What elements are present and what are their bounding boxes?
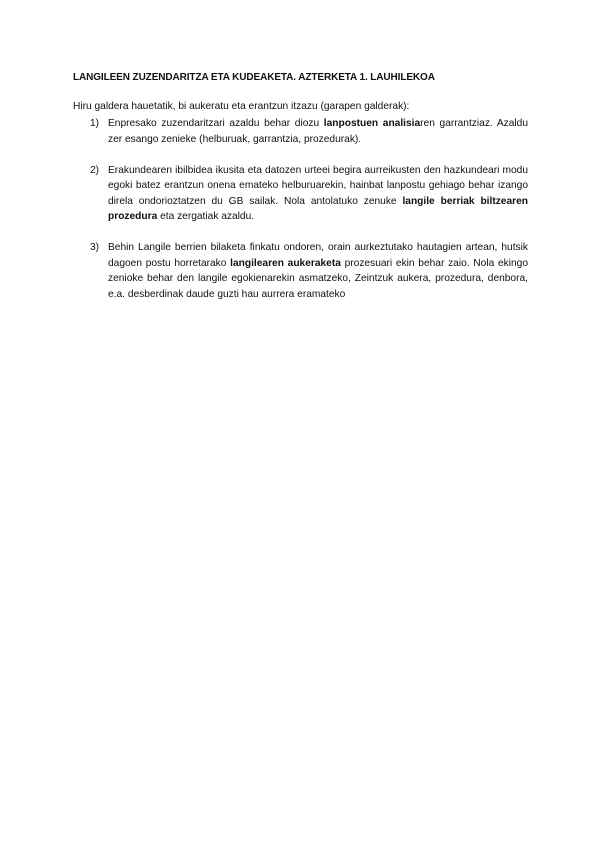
question-text bbox=[108, 242, 528, 300]
question-text-part: Enpresako zuzendaritzari azaldu behar diozu bbox=[108, 118, 324, 129]
question-list bbox=[73, 116, 528, 302]
question-text bbox=[108, 118, 528, 145]
question-text-part: ren garrantziaz. Azaldu zer esango zenieke (helburuak, garrantzia, prozedurak). bbox=[108, 118, 528, 145]
instructions-text: Hiru galdera hauetatik, bi aukeratu eta erantzun itzazu (garapen galderak): bbox=[73, 101, 410, 112]
question-keyword: lanpostuen analisia bbox=[323, 118, 421, 129]
question-number: 1) bbox=[90, 118, 100, 129]
document-title: LANGILEEN ZUZENDARITZA ETA KUDEAKETA. AZTERKETA 1. LAUHILEKOA bbox=[73, 72, 435, 83]
question-number: 2) bbox=[90, 164, 100, 176]
question-keyword: langile berriak biltzearen prozedura bbox=[108, 195, 528, 222]
question-text-part: Erakundearen ibilbidea ikusita eta datozen urteei begira aurreikusten den hazkundeari modu egoki batez erantzun onena emateko helburuarekin, hainbat lanpostu gehiago behar izango direla ondorioztatzen du GB sailak. Nola antolatuko zenuke bbox=[108, 164, 528, 207]
question-text-part: prozesuari ekin behar zaio. Nola ekingo zenioke behar den langile egokienarekin asmatzeko, Zeintzuk aukera, prozedura, denbora, e.a. desberdinak daude guzti hau aurrera eramateko bbox=[108, 257, 528, 300]
question-item-1 bbox=[73, 116, 528, 147]
question-text bbox=[108, 165, 528, 223]
question-text-part: Behin Langile berrien bilaketa finkatu ondoren, orain aurkeztutako hautagien artean, hutsik dagoen postu horretarako bbox=[108, 242, 528, 269]
question-item-3 bbox=[73, 240, 528, 302]
question-text-part: eta zergatiak azaldu. bbox=[157, 211, 255, 222]
question-keyword: langilearen aukeraketa bbox=[230, 257, 341, 269]
question-number: 3) bbox=[90, 242, 100, 253]
question-item-2 bbox=[73, 163, 528, 225]
